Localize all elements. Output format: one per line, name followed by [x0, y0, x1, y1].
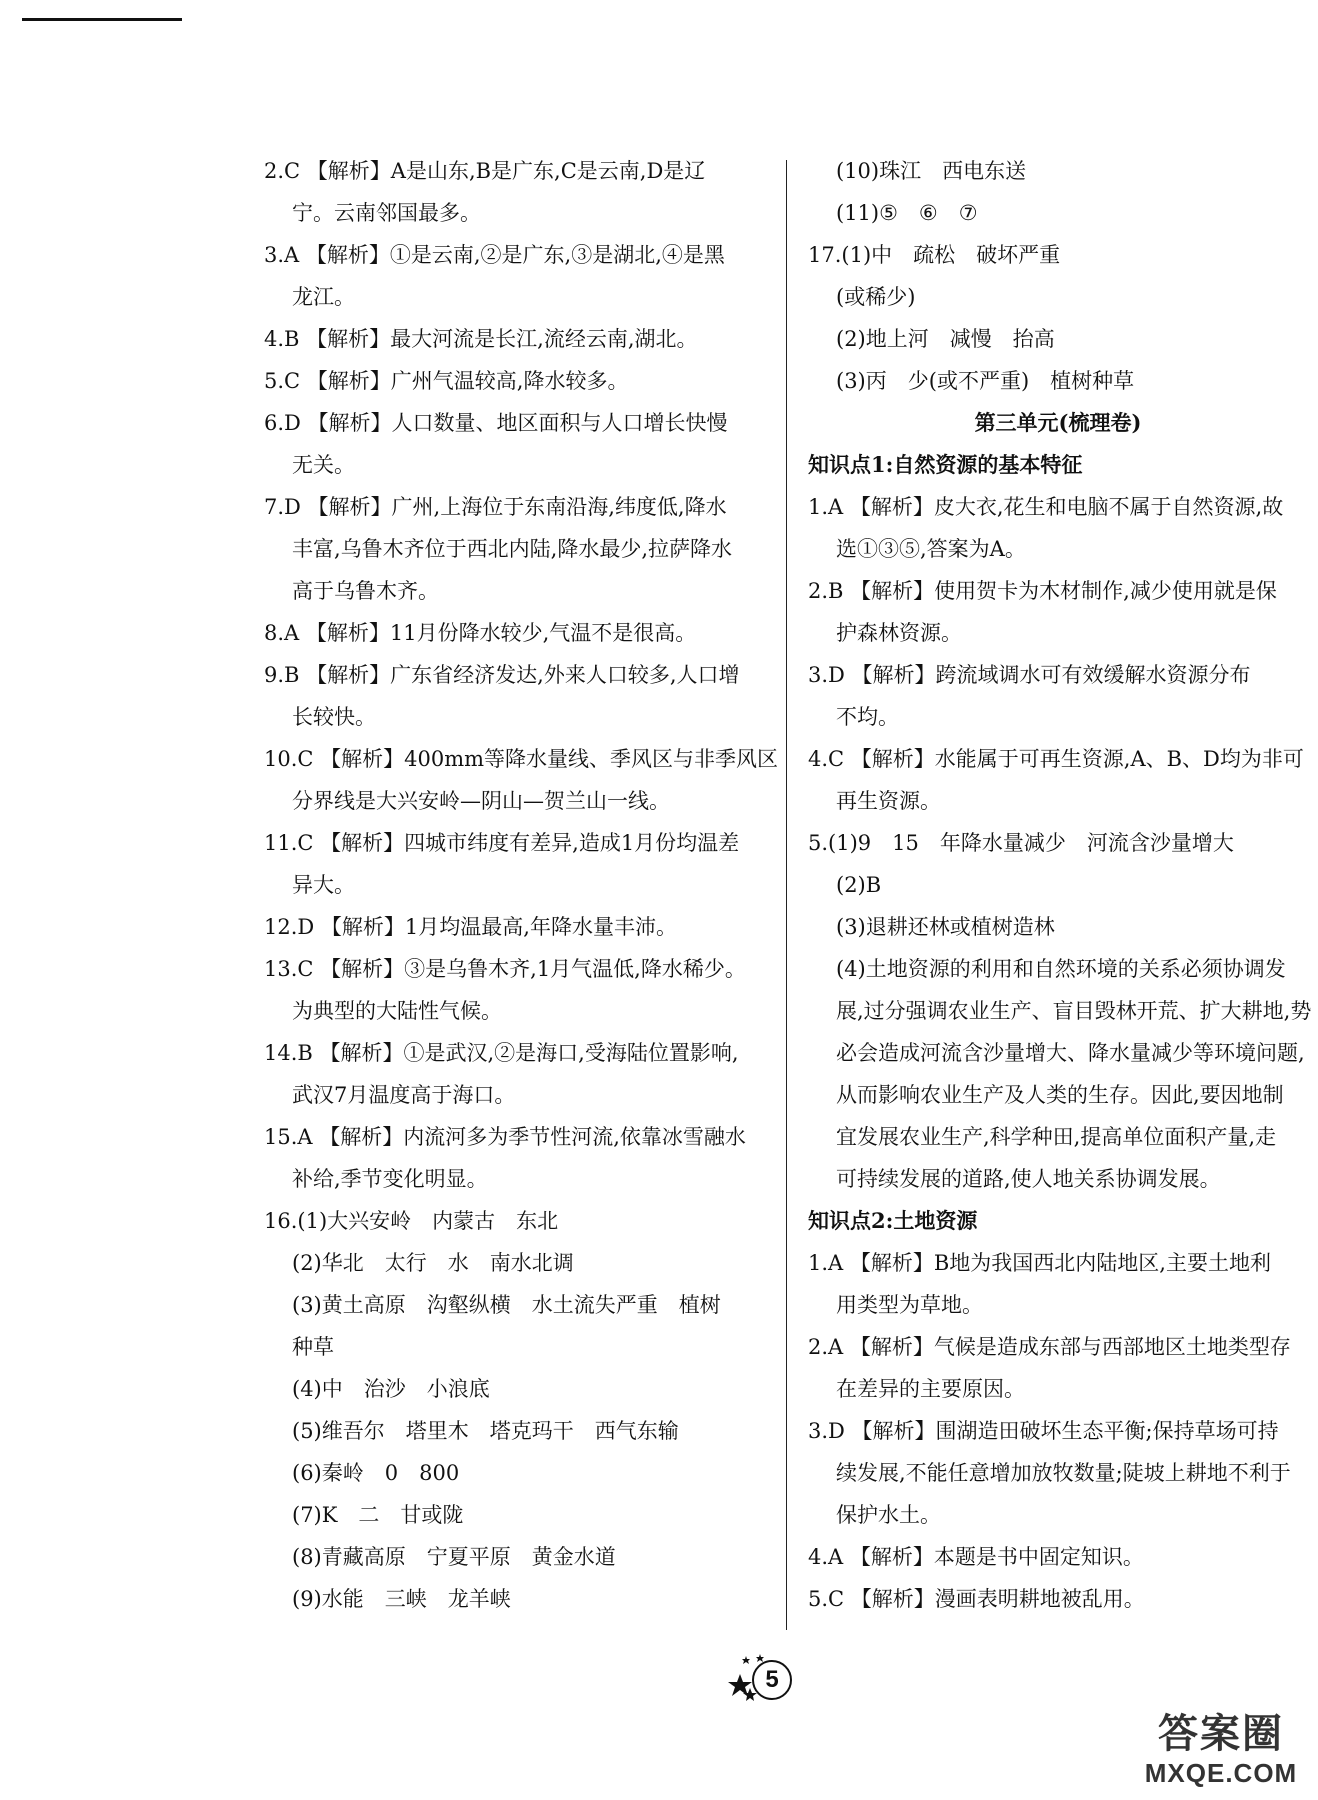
answer-line: 12.D 【解析】1月均温最高,年降水量丰沛。 [264, 915, 677, 939]
answer-line: (3)黄土高原 沟壑纵横 水土流失严重 植树 [292, 1293, 721, 1317]
answer-line: 5.C 【解析】漫画表明耕地被乱用。 [808, 1587, 1145, 1611]
answer-line: 补给,季节变化明显。 [292, 1167, 488, 1191]
answer-line: (或稀少) [836, 285, 916, 309]
answer-line: 无关。 [292, 453, 355, 477]
answer-line: 15.A 【解析】内流河多为季节性河流,依靠冰雪融水 [264, 1125, 746, 1149]
answer-line: 宁。云南邻国最多。 [292, 201, 481, 225]
answer-line: 种草 [292, 1335, 334, 1359]
answer-line: 在差异的主要原因。 [836, 1377, 1025, 1401]
answer-line: 选①③⑤,答案为A。 [836, 537, 1026, 561]
watermark-logo: 答案圈 [1158, 1712, 1284, 1756]
answer-line: 5.C 【解析】广州气温较高,降水较多。 [264, 369, 629, 393]
answer-line: 不均。 [836, 705, 899, 729]
answer-line: 16.(1)大兴安岭 内蒙古 东北 [264, 1209, 559, 1233]
answer-line: 4.B 【解析】最大河流是长江,流经云南,湖北。 [264, 327, 698, 351]
answer-line: 4.C 【解析】水能属于可再生资源,A、B、D均为非可 [808, 747, 1304, 771]
answer-line: (2)华北 太行 水 南水北调 [292, 1251, 574, 1275]
answer-line: 续发展,不能任意增加放牧数量;陡坡上耕地不利于 [836, 1461, 1291, 1485]
answer-line: 丰富,乌鲁木齐位于西北内陆,降水最少,拉萨降水 [292, 537, 733, 561]
answer-line: 护森林资源。 [836, 621, 962, 645]
section-heading: 第三单元(梳理卷) [974, 410, 1142, 435]
answer-line: 可持续发展的道路,使人地关系协调发展。 [836, 1167, 1221, 1191]
top-rule [22, 18, 182, 21]
answer-line: 7.D 【解析】广州,上海位于东南沿海,纬度低,降水 [264, 495, 727, 519]
answer-line: (3)丙 少(或不严重) 植树种草 [836, 369, 1135, 393]
answer-line: 再生资源。 [836, 789, 941, 813]
page-number: 5 [752, 1660, 792, 1700]
answer-line: (5)维吾尔 塔里木 塔克玛干 西气东输 [292, 1419, 679, 1443]
right-column [808, 150, 1312, 1620]
knowledge-point-heading: 知识点1:自然资源的基本特征 [808, 452, 1083, 477]
answer-line: 宜发展农业生产,科学种田,提高单位面积产量,走 [836, 1125, 1277, 1149]
answer-line: 9.B 【解析】广东省经济发达,外来人口较多,人口增 [264, 663, 740, 687]
answer-line: (2)地上河 减慢 抬高 [836, 327, 1055, 351]
answer-line: (4)土地资源的利用和自然环境的关系必须协调发 [836, 957, 1286, 981]
answer-line: 2.C 【解析】A是山东,B是广东,C是云南,D是辽 [264, 159, 706, 183]
answer-line: 用类型为草地。 [836, 1293, 983, 1317]
answer-line: 2.A 【解析】气候是造成东部与西部地区土地类型存 [808, 1335, 1291, 1359]
watermark-url: MXQE.COM [1144, 1758, 1298, 1788]
watermark [1128, 1712, 1314, 1796]
answer-line: 高于乌鲁木齐。 [292, 579, 439, 603]
answer-line: 武汉7月温度高于海口。 [292, 1083, 516, 1107]
answer-line: 展,过分强调农业生产、盲目毁林开荒、扩大耕地,势 [836, 999, 1312, 1023]
answer-line: 龙江。 [292, 285, 355, 309]
answer-line: 13.C 【解析】③是乌鲁木齐,1月气温低,降水稀少。 [264, 957, 746, 981]
answer-line: 异大。 [292, 873, 355, 897]
answer-line: (10)珠江 西电东送 [836, 159, 1027, 183]
answer-line: 分界线是大兴安岭—阴山—贺兰山一线。 [292, 789, 670, 813]
answer-line: 8.A 【解析】11月份降水较少,气温不是很高。 [264, 621, 697, 645]
answer-line: 4.A 【解析】本题是书中固定知识。 [808, 1545, 1144, 1569]
answer-line: (9)水能 三峡 龙羊峡 [292, 1587, 511, 1611]
answer-line: 长较快。 [292, 705, 376, 729]
answer-line: 3.D 【解析】围湖造田破坏生态平衡;保持草场可持 [808, 1419, 1279, 1443]
answer-line: 3.A 【解析】①是云南,②是广东,③是湖北,④是黑 [264, 243, 725, 267]
knowledge-point-heading: 知识点2:土地资源 [808, 1208, 978, 1233]
answer-line: (3)退耕还林或植树造林 [836, 915, 1055, 939]
left-column [264, 150, 779, 1620]
answer-line: 3.D 【解析】跨流域调水可有效缓解水资源分布 [808, 663, 1251, 687]
answer-line: (2)B [836, 873, 882, 897]
answer-line: 为典型的大陆性气候。 [292, 999, 502, 1023]
answer-line: (8)青藏高原 宁夏平原 黄金水道 [292, 1545, 616, 1569]
answer-line: 10.C 【解析】400mm等降水量线、季风区与非季风区 [264, 747, 779, 771]
answer-line: 17.(1)中 疏松 破坏严重 [808, 243, 1061, 267]
answer-line: 从而影响农业生产及人类的生存。因此,要因地制 [836, 1083, 1284, 1107]
answer-line: 1.A 【解析】B地为我国西北内陆地区,主要土地利 [808, 1251, 1271, 1275]
answer-line: (6)秦岭 0 800 [292, 1461, 460, 1485]
answer-line: 6.D 【解析】人口数量、地区面积与人口增长快慢 [264, 411, 728, 435]
answer-line: 1.A 【解析】皮大衣,花生和电脑不属于自然资源,故 [808, 495, 1284, 519]
answer-line: 2.B 【解析】使用贺卡为木材制作,减少使用就是保 [808, 579, 1277, 603]
answer-line: (11)⑤ ⑥ ⑦ [836, 201, 978, 225]
answer-line: 必会造成河流含沙量增大、降水量减少等环境问题, [836, 1041, 1305, 1065]
answer-line: 保护水土。 [836, 1503, 941, 1527]
answer-line: (7)K 二 甘或陇 [292, 1503, 464, 1527]
column-divider [786, 160, 787, 1630]
answer-line: (4)中 治沙 小浪底 [292, 1377, 490, 1401]
answer-line: 5.(1)9 15 年降水量减少 河流含沙量增大 [808, 831, 1234, 855]
answer-line: 14.B 【解析】①是武汉,②是海口,受海陆位置影响, [264, 1041, 739, 1065]
answer-line: 11.C 【解析】四城市纬度有差异,造成1月份均温差 [264, 831, 740, 855]
